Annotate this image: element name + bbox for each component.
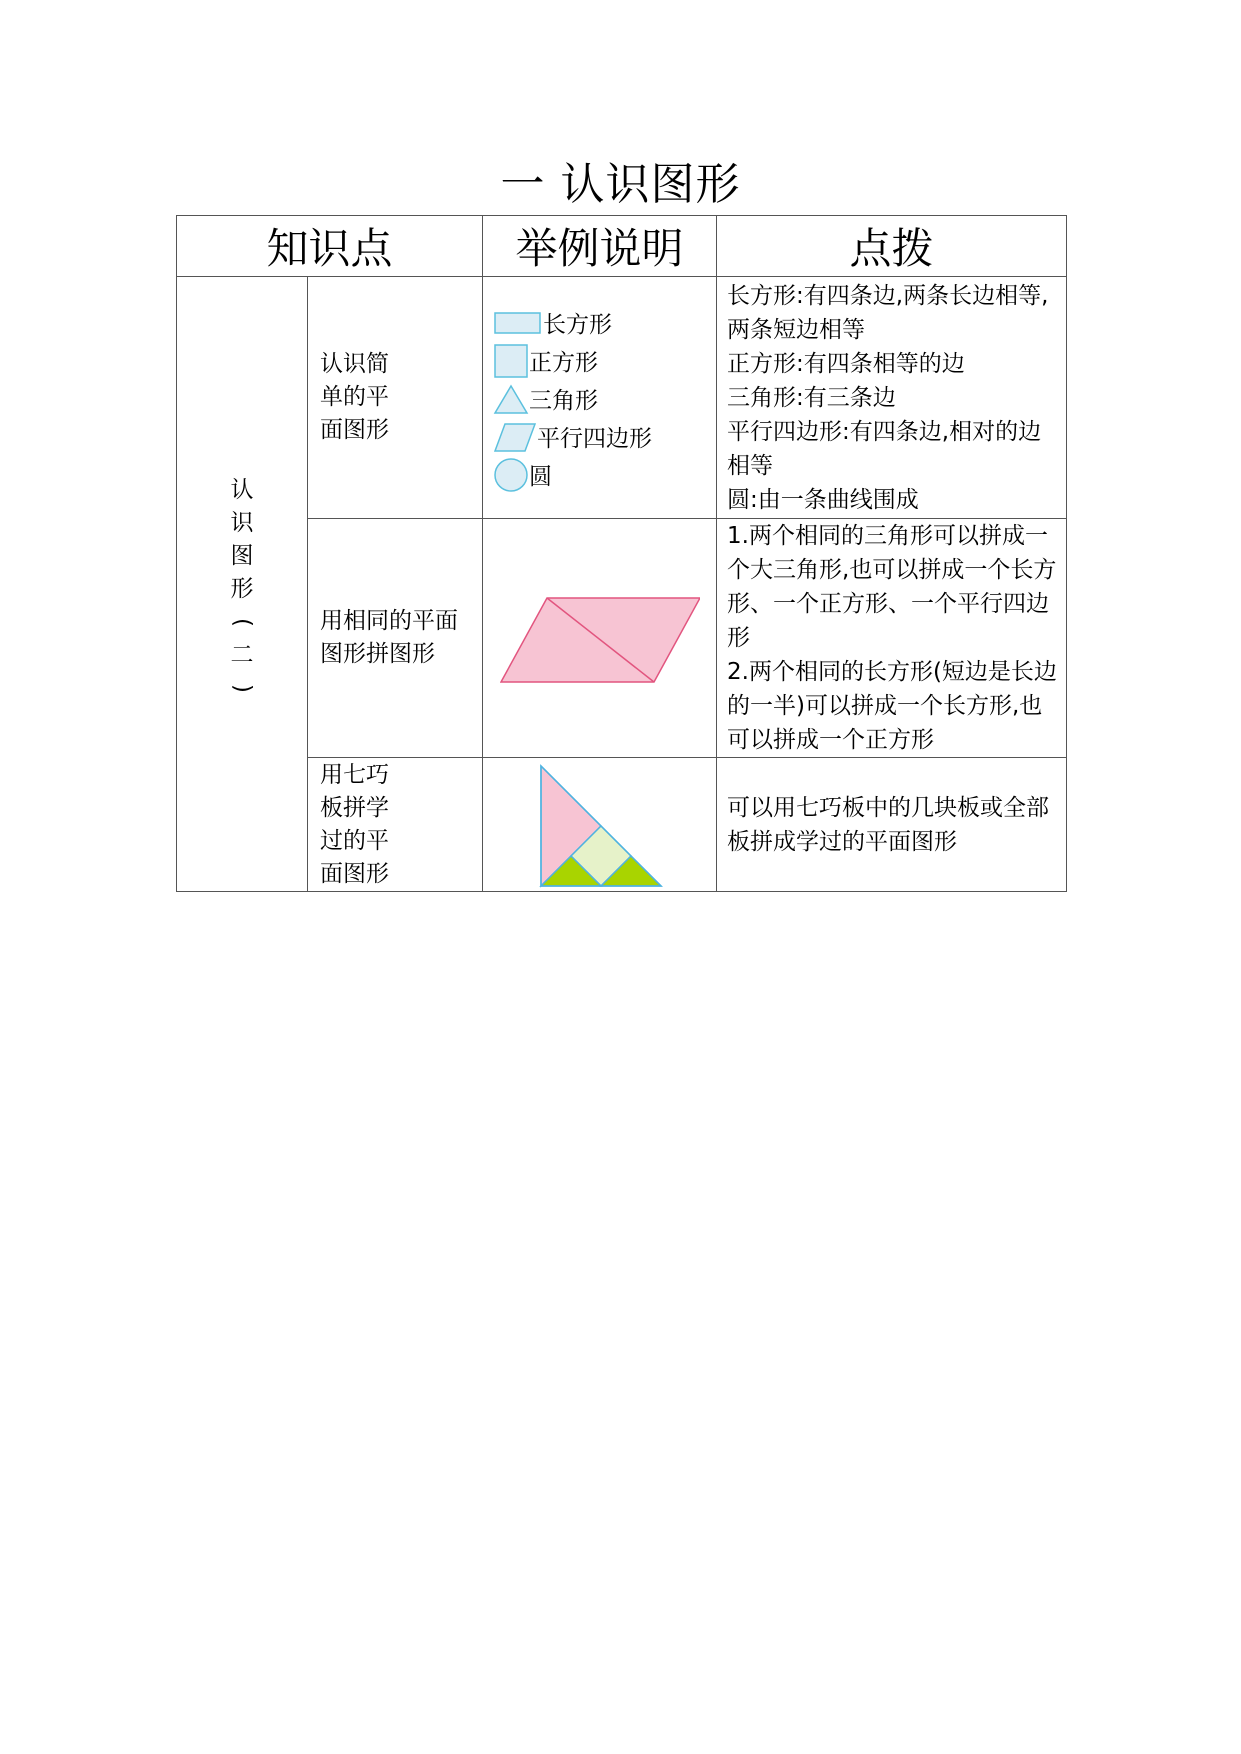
table-row <box>177 277 1067 519</box>
shape-item <box>493 456 716 494</box>
topic-cell <box>308 519 483 758</box>
category-char: ) <box>229 683 256 693</box>
shape-label: 圆 <box>529 464 553 490</box>
shape-label: 正方形 <box>529 350 599 376</box>
tip-text: 1.两个相同的三角形可以拼成一个大三角形,也可以拼成一个长方形、一个正方形、一个平行四边形 <box>727 523 1057 651</box>
category-char: ( <box>229 617 256 627</box>
circle-icon <box>493 457 529 493</box>
topic-line: 图形拼图形 <box>320 641 435 667</box>
parallelogram-icon <box>493 421 537 453</box>
header-knowledge-point: 知识点 <box>177 216 483 277</box>
shape-item <box>493 418 716 456</box>
square-icon <box>493 343 529 379</box>
example-cell <box>483 758 717 892</box>
topic-line: 板拼学 <box>320 794 389 821</box>
tangram-figure <box>538 762 668 888</box>
category-char: 形 <box>230 575 254 602</box>
topic-cell <box>308 277 483 519</box>
tip-cell <box>717 758 1067 892</box>
tip-text: 正方形:有四条相等的边 <box>727 350 965 377</box>
topic-line: 面图形 <box>320 860 389 887</box>
tip-cell <box>717 277 1067 519</box>
topic-line: 认识简 <box>320 351 389 377</box>
topic-line: 过的平 <box>320 827 389 854</box>
category-char: 认 <box>230 476 254 503</box>
topic-line: 用七巧 <box>320 761 389 788</box>
shape-label: 长方形 <box>543 312 613 338</box>
shape-item <box>493 304 716 342</box>
tip-text: 可以用七巧板中的几块板或全部板拼成学过的平面图形 <box>727 794 1050 855</box>
tip-text: 圆:由一条曲线围成 <box>727 486 919 513</box>
rectangle-icon <box>493 310 543 336</box>
category-char: 图 <box>230 542 254 569</box>
header-example: 举例说明 <box>483 216 717 277</box>
tip-text: 平行四边形:有四条边,相对的边相等 <box>727 418 1042 479</box>
example-cell <box>483 277 717 519</box>
category-cell <box>177 277 308 892</box>
topic-line: 单的平 <box>320 384 389 410</box>
table-row <box>177 758 1067 892</box>
example-cell <box>483 519 717 758</box>
shape-label: 三角形 <box>529 388 599 414</box>
category-char: 二 <box>230 641 254 668</box>
shape-label: 平行四边形 <box>537 426 653 452</box>
category-char: 识 <box>230 509 254 536</box>
tip-cell <box>717 519 1067 758</box>
header-tips: 点拨 <box>717 216 1067 277</box>
parallelogram-figure <box>500 588 700 688</box>
tip-text: 三角形:有三条边 <box>727 384 896 411</box>
knowledge-table <box>176 215 1067 892</box>
header-row <box>177 216 1067 277</box>
page-title: 一 认识图形 <box>500 159 741 210</box>
shape-item <box>493 342 716 380</box>
shape-item <box>493 380 716 418</box>
tip-text: 长方形:有四条边,两条长边相等,两条短边相等 <box>727 282 1049 343</box>
topic-line: 用相同的平面 <box>320 608 458 634</box>
triangle-icon <box>493 383 529 415</box>
topic-line: 面图形 <box>320 417 389 443</box>
table-row <box>177 519 1067 758</box>
topic-cell <box>308 758 483 892</box>
tip-text: 2.两个相同的长方形(短边是长边的一半)可以拼成一个长方形,也可以拼成一个正方形 <box>727 659 1057 753</box>
